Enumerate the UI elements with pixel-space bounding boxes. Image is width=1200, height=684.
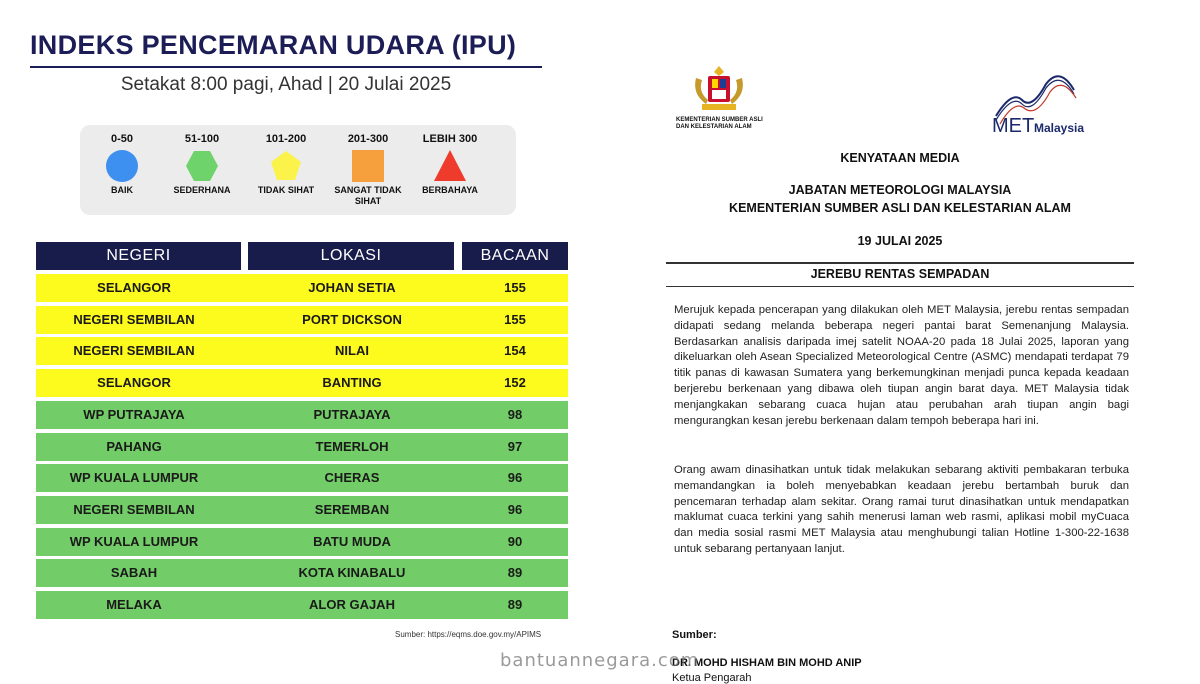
- table-row: [36, 433, 568, 461]
- watermark: bantuannegara.com: [500, 650, 700, 671]
- header-lokasi: LOKASI: [248, 242, 454, 270]
- svg-text:Malaysia: Malaysia: [1034, 121, 1085, 135]
- cell-negeri: MELAKA: [106, 597, 162, 612]
- cell-lokasi: BANTING: [322, 375, 382, 391]
- cell-negeri: NEGERI SEMBILAN: [73, 343, 195, 359]
- cell-bacaan: 155: [504, 280, 526, 295]
- cell-lokasi: SEREMBAN: [314, 501, 390, 517]
- cell-negeri: WP KUALA LUMPUR: [69, 533, 199, 549]
- cell-lokasi: NILAI: [335, 343, 369, 359]
- table-row: [36, 464, 568, 492]
- paragraph-2: Orang awam dinasihatkan untuk tidak melakukan sebarang aktiviti pembakaran terbuka memandangkan ia boleh menyebabkan keadaan jerebu bertambah buruk dan pencemaran terhadap alam sekitar. Orang ramai turut dinasihatkan untuk mendapatkan maklumat cuaca terkini yang sahih menerusi laman web rasmi, aplikasi mobil myCuaca dan media sosial rasmi MET Malaysia atau menghubungi talian Hotline 1-300-22-1638 untuk sebarang pertanyaan lanjut.: [674, 464, 1129, 555]
- legend-label: SEDERHANA: [173, 185, 231, 195]
- met-malaysia-logo: [990, 70, 1130, 135]
- header-negeri: NEGERI: [36, 242, 241, 270]
- triangle-icon: [433, 149, 467, 183]
- circle-icon: [105, 149, 139, 183]
- table-row: [36, 337, 568, 365]
- cell-negeri: WP KUALA LUMPUR: [69, 470, 199, 486]
- legend-range: 0-50: [110, 133, 134, 145]
- cell-lokasi: ALOR GAJAH: [309, 597, 395, 612]
- legend-range: 101-200: [265, 133, 307, 145]
- legend-item: [326, 133, 410, 207]
- table-row: [36, 591, 568, 619]
- legend-range: LEBIH 300: [422, 133, 478, 145]
- cell-bacaan: 96: [507, 470, 523, 486]
- kenyataan-media: KENYATAAN MEDIA: [840, 151, 960, 165]
- table-row: [36, 274, 568, 302]
- cell-bacaan: 89: [507, 597, 523, 612]
- table-row: [36, 559, 568, 587]
- coat-of-arms-icon: [690, 64, 748, 114]
- cell-bacaan: 98: [507, 406, 523, 422]
- source-note: Sumber: https://eqms.doe.gov.my/APIMS: [395, 630, 542, 639]
- officer-title: Ketua Pengarah: [672, 672, 752, 684]
- cell-lokasi: TEMERLOH: [315, 438, 389, 454]
- legend-range: 201-300: [347, 133, 389, 145]
- cell-lokasi: BATU MUDA: [313, 533, 391, 549]
- cell-negeri: SABAH: [110, 565, 158, 581]
- legend-item: [244, 133, 328, 196]
- legend-label: BERBAHAYA: [422, 185, 478, 195]
- headline-rule-bottom: [666, 286, 1134, 287]
- svg-text:MET: MET: [992, 115, 1035, 135]
- square-icon: [351, 149, 385, 183]
- cell-lokasi: PORT DICKSON: [302, 311, 402, 327]
- press-release: [600, 0, 1200, 684]
- pentagon-icon: [269, 149, 303, 183]
- cell-bacaan: 96: [507, 501, 523, 517]
- cell-negeri: PAHANG: [106, 438, 162, 454]
- table-row: [36, 369, 568, 397]
- legend-label: TIDAK SIHAT: [257, 185, 315, 195]
- ministry-caption: KEMENTERIAN SUMBER ASLI DAN KELESTARIAN ALAM: [676, 117, 763, 130]
- ipu-panel: [0, 0, 600, 675]
- ipu-legend: [80, 125, 516, 215]
- header-bacaan: BACAAN: [462, 242, 568, 270]
- cell-lokasi: KOTA KINABALU: [298, 565, 406, 581]
- cell-bacaan: 97: [507, 438, 523, 454]
- legend-label: SANGAT TIDAK SIHAT: [334, 185, 402, 206]
- table-row: [36, 401, 568, 429]
- release-date: 19 JULAI 2025: [857, 234, 943, 248]
- department-name: JABATAN METEOROLOGI MALAYSIA: [788, 183, 1012, 197]
- cell-lokasi: CHERAS: [324, 470, 380, 486]
- paragraph-1: Merujuk kepada pencerapan yang dilakukan oleh MET Malaysia, jerebu rentas sempadan didapati sedang melanda beberapa negeri pantai barat Semenanjung Malaysia. Berdasarkan analisis daripada imej satelit NOAA-20 pada 18 Julai 2025, laporan yang dikeluarkan oleh Asean Specialized Meteorological Centre (ASMC) mendapati terdapat 79 titik panas di kawasan Sumatera yang berkemungkinan menjadi punca kepada keadaan berjerebu berkenaan yang dibawa oleh tiupan angin barat daya. MET Malaysia tidak menjangkakan sebarang cuaca hujan atau perubahan arah tiupan angin bagi mengurangkan kesan jerebu berkenaan dalam tempoh beberapa hari ini.: [674, 304, 1129, 427]
- cell-bacaan: 152: [504, 375, 526, 391]
- title-divider: [30, 66, 542, 68]
- legend-range: 51-100: [184, 133, 220, 145]
- cell-negeri: NEGERI SEMBILAN: [73, 501, 195, 517]
- cell-bacaan: 89: [507, 565, 523, 581]
- ipu-title: INDEKS PENCEMARAN UDARA (IPU): [30, 30, 517, 60]
- ministry-name: KEMENTERIAN SUMBER ASLI DAN KELESTARIAN ALAM: [729, 201, 1071, 215]
- met-logo-icon: [990, 70, 1130, 135]
- cell-negeri: WP PUTRAJAYA: [83, 406, 185, 422]
- headline: JEREBU RENTAS SEMPADAN: [810, 267, 990, 281]
- headline-rule-top: [666, 262, 1134, 264]
- cell-lokasi: JOHAN SETIA: [308, 280, 396, 295]
- legend-item: [408, 133, 492, 196]
- cell-bacaan: 155: [504, 311, 526, 327]
- legend-item: [160, 133, 244, 196]
- table-row: [36, 528, 568, 556]
- table-row: [36, 306, 568, 334]
- cell-negeri: SELANGOR: [97, 280, 171, 295]
- cell-lokasi: PUTRAJAYA: [313, 406, 391, 422]
- hexagon-icon: [185, 149, 219, 183]
- legend-item: [80, 133, 164, 196]
- cell-bacaan: 90: [507, 533, 523, 549]
- table-row: [36, 496, 568, 524]
- cell-bacaan: 154: [504, 343, 526, 359]
- legend-label: BAIK: [111, 185, 133, 195]
- officer-name: DR. MOHD HISHAM BIN MOHD ANIP: [672, 657, 862, 669]
- cell-negeri: NEGERI SEMBILAN: [73, 311, 195, 327]
- sumber-label: Sumber:: [672, 629, 717, 641]
- ipu-subtitle: Setakat 8:00 pagi, Ahad | 20 Julai 2025: [120, 74, 452, 95]
- cell-negeri: SELANGOR: [97, 375, 171, 391]
